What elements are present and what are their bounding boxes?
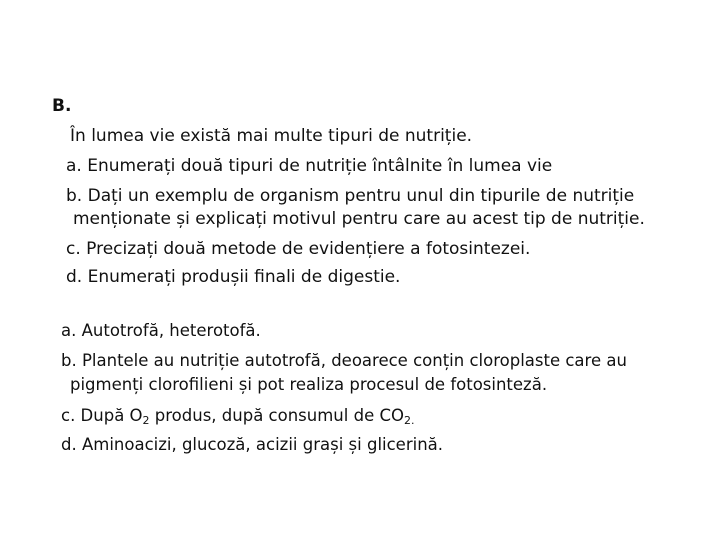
- question-item-a: a. Enumerați două tipuri de nutriție întâlnite în lumea vie: [66, 156, 553, 176]
- answer-c-prefix: c. După O: [61, 406, 143, 425]
- answer-d: d. Aminoacizi, glucoză, acizii grași și glicerină.: [61, 435, 444, 454]
- answer-a: a. Autotrofă, heterotofă.: [61, 321, 261, 340]
- question-item-b-continued: menționate și explicați motivul pentru care au acest tip de nutriție.: [73, 209, 645, 229]
- question-item-d: d. Enumerați produșii finali de digestie.: [66, 267, 401, 287]
- answer-b-continued: pigmenți clorofilieni și pot realiza procesul de fotosinteză.: [70, 375, 548, 394]
- answer-c-middle: produs, după consumul de CO: [149, 406, 404, 425]
- question-item-c: c. Precizați două metode de evidențiere a fotosintezei.: [66, 239, 531, 259]
- oxygen-subscript: 2: [142, 414, 150, 427]
- carbon-dioxide-subscript: 2.: [403, 414, 415, 427]
- section-heading: B.: [52, 96, 72, 116]
- question-intro: În lumea vie există mai multe tipuri de nutriție.: [70, 126, 473, 146]
- question-item-b: b. Dați un exemplu de organism pentru unul din tipurile de nutriție: [66, 186, 635, 206]
- answer-c: [61, 405, 414, 427]
- answer-b: b. Plantele au nutriție autotrofă, deoarece conțin cloroplaste care au: [61, 351, 627, 370]
